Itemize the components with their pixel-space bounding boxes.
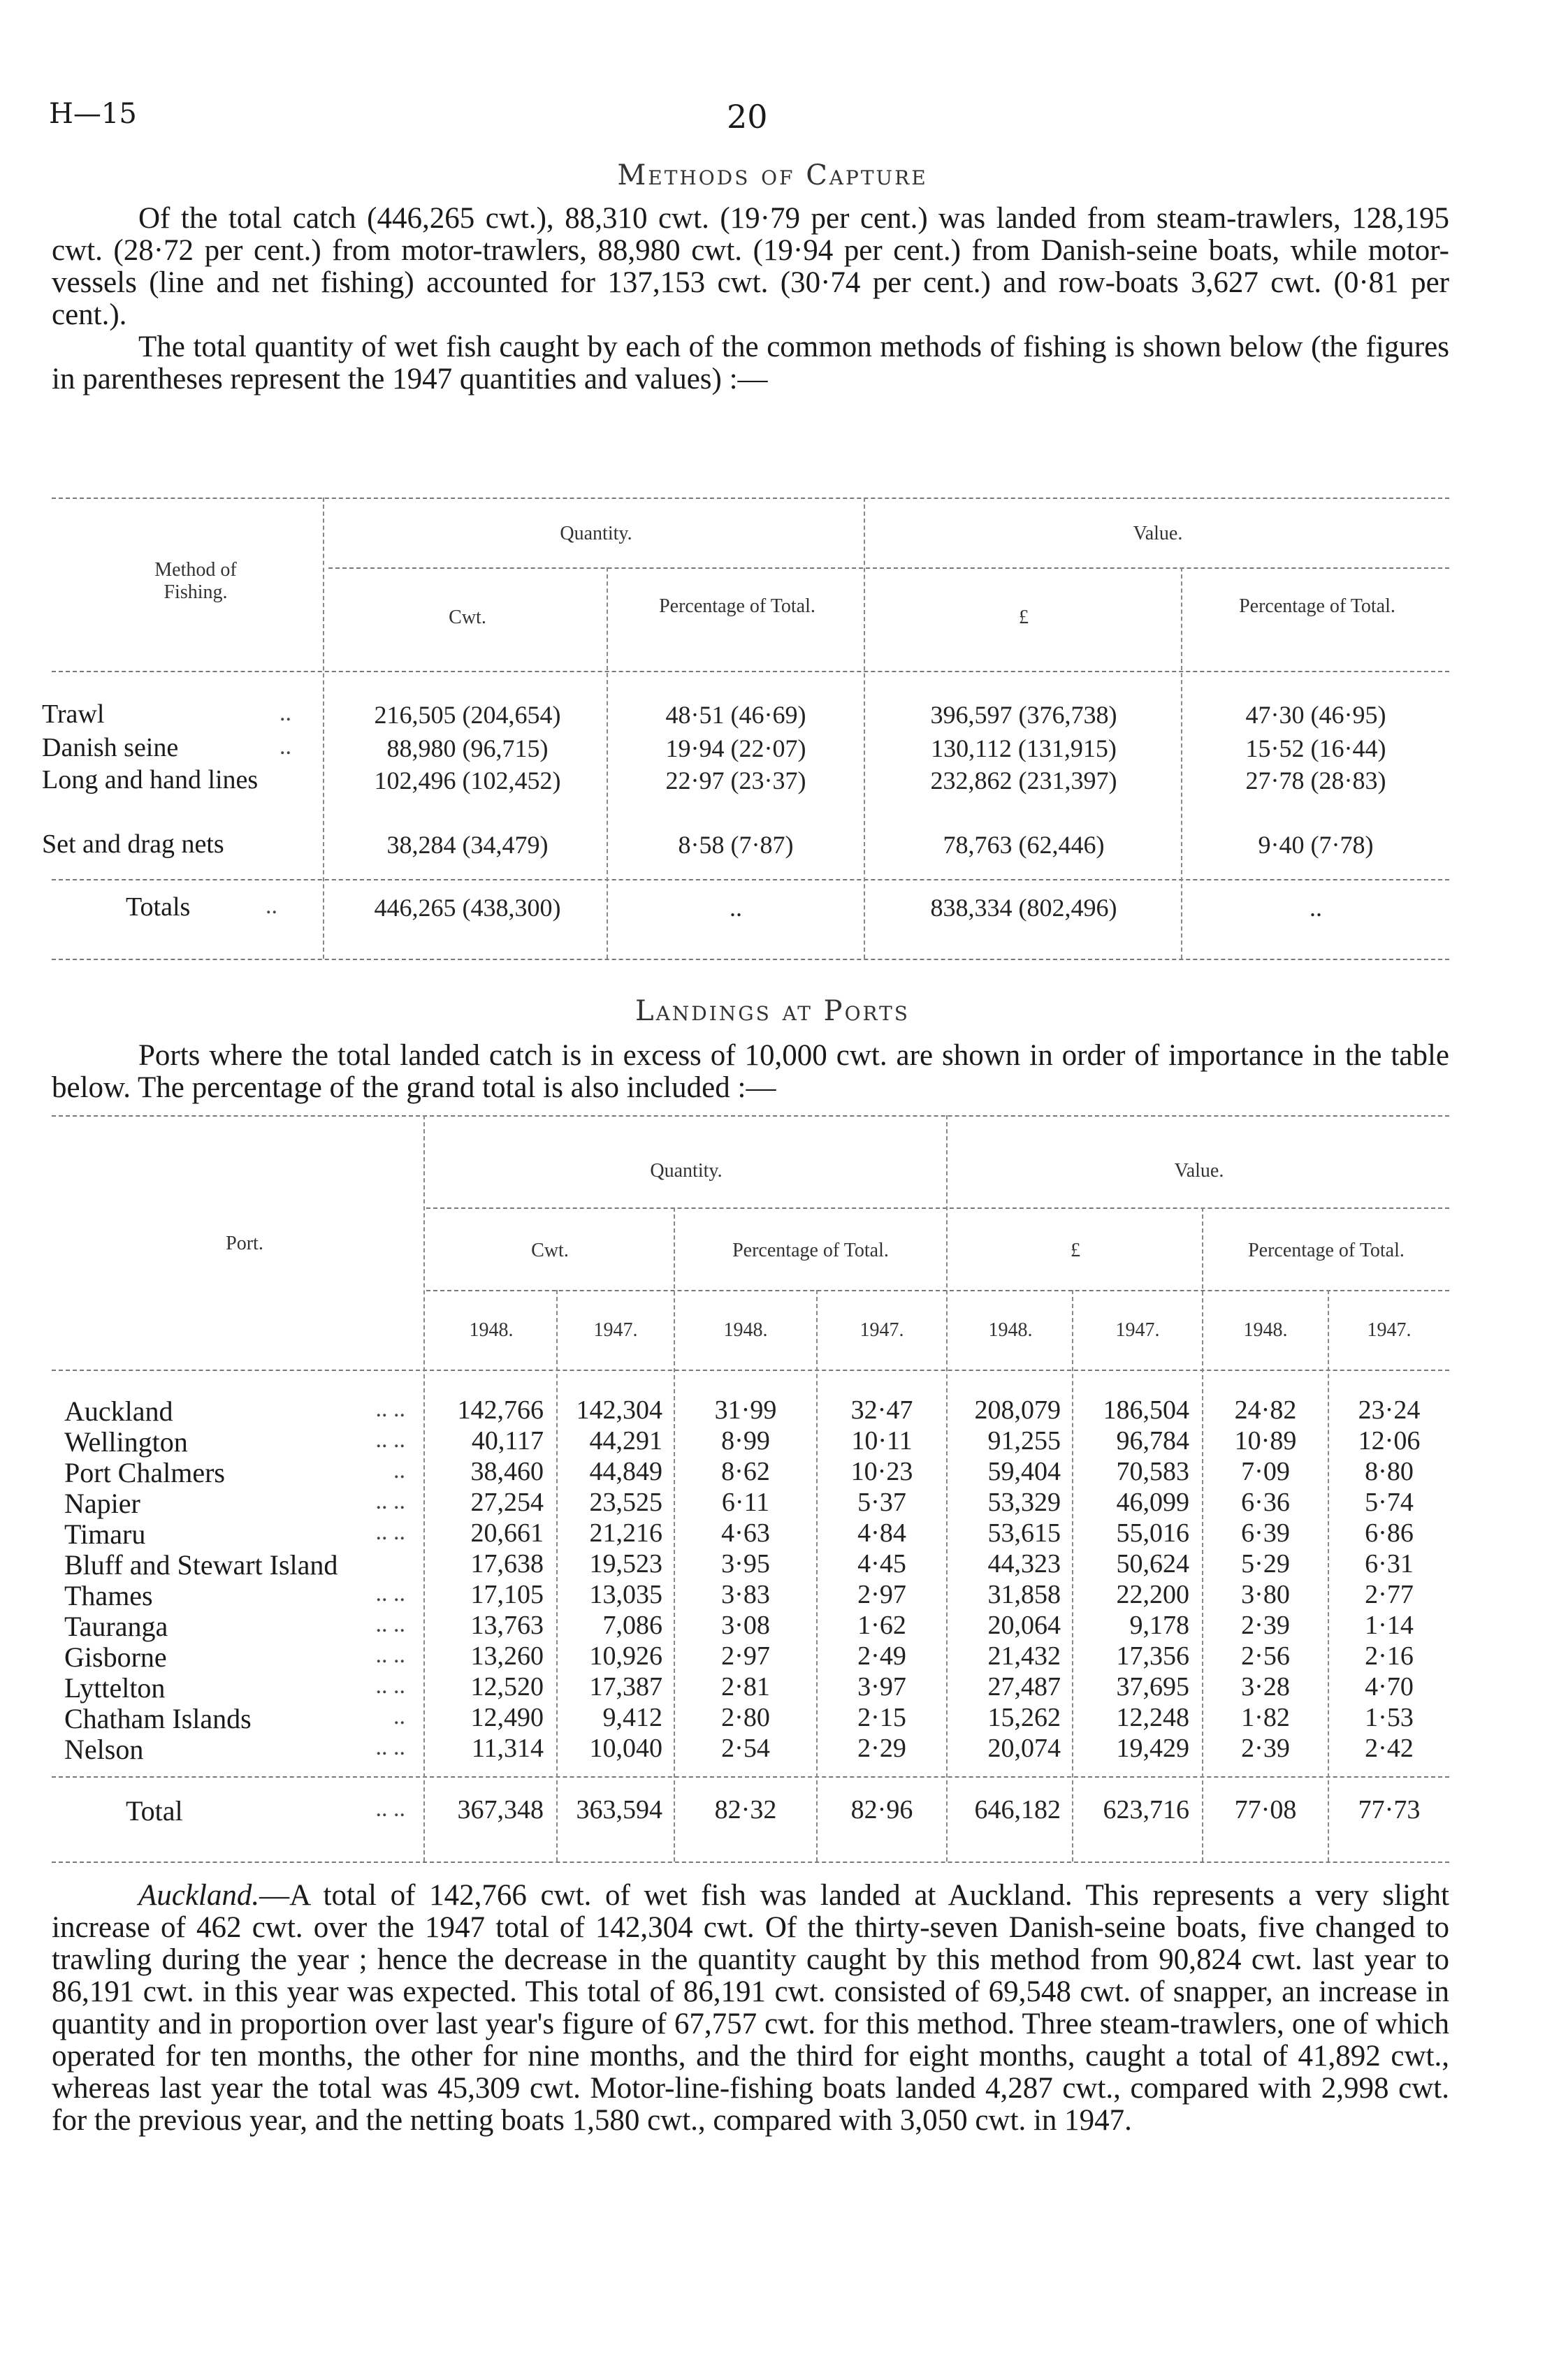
row-vpct-1948: 2·56: [1241, 1641, 1290, 1671]
auckland-body: —A total of 142,766 cwt. of wet fish was landed at Auckland. This represents a very slight increase of 462 cwt. over the 1947 total of 142,304 cwt. Of the thirty-seven Danish-seine boats, five changed to trawling during the year ; hence the decrease in the quantity caught by this method from 90,824 cwt. last year to 86,191 cwt. in this year was expected. This total of 86,191 cwt. consisted of 69,548 cwt. of snapper, an increase in quantity and in proportion over last year's figure of 67,757 cwt. for this method. Three steam-trawlers, one of which operated for ten months, the other for nine months, and the third for eight months, caught a total of 41,892 cwt., whereas last year the total was 45,309 cwt. Motor-line-fishing boats landed 4,287 cwt., compared with 2,998 cwt. for the previous year, and the netting boats 1,580 cwt., compared with 3,050 cwt. in 1947.: [52, 1879, 1449, 2137]
row-value-1947: 50,624: [1116, 1549, 1189, 1579]
row-port: Chatham Islands: [64, 1703, 252, 1734]
row-value-1948: 20,074: [987, 1734, 1061, 1763]
row-cwt-1947: 19,523: [589, 1549, 662, 1579]
table1-rule-top: [52, 498, 1449, 499]
row-cwt-1947: 13,035: [589, 1580, 662, 1609]
row-value-1947: 186,504: [1103, 1395, 1189, 1425]
row-value-1948: 208,079: [974, 1395, 1061, 1425]
row-cwt-1947: 10,040: [589, 1734, 662, 1763]
row-cwt: 88,980 (96,715): [386, 734, 549, 762]
auckland-lead: Auckland.: [138, 1879, 260, 1912]
row-vpct-1947: 23·24: [1358, 1395, 1421, 1425]
table2-header-quantity: Quantity.: [650, 1160, 723, 1182]
row-value-1947: 19,429: [1116, 1734, 1189, 1763]
row-vpct-1948: 6·39: [1241, 1518, 1290, 1548]
row-vpct-1948: 3·80: [1241, 1580, 1290, 1609]
row-method: Danish seine: [42, 733, 179, 762]
row-value: 396,597 (376,738): [930, 701, 1117, 729]
row-value-pct: 15·52 (16·44): [1245, 734, 1386, 762]
row-vpct-1947: 12·06: [1358, 1426, 1421, 1456]
row-port: Total: [126, 1795, 183, 1827]
year-header: 1948.: [1243, 1319, 1288, 1341]
row-pct-1948: 8·99: [721, 1426, 770, 1456]
row-value-1947: 22,200: [1116, 1580, 1189, 1609]
table2-rule-sub2: [426, 1290, 1449, 1291]
row-pct-1948: 2·80: [721, 1703, 770, 1732]
section-title-landings: Landings at Ports: [635, 995, 910, 1027]
table2-col-divider: [946, 1115, 948, 1862]
row-value-1947: 46,099: [1116, 1488, 1189, 1517]
row-value-1948: 59,404: [987, 1457, 1061, 1486]
row-port: Tauranga: [64, 1611, 168, 1642]
row-cwt-1948: 13,260: [470, 1641, 544, 1671]
row-pct: 48·51 (46·69): [665, 701, 806, 729]
table1-header-quantity: Quantity.: [560, 523, 632, 544]
row-vpct-1948: 3·28: [1241, 1672, 1290, 1701]
row-port: Napier: [64, 1488, 140, 1519]
row-port: Port Chalmers: [64, 1457, 225, 1488]
row-value-1948: 20,064: [987, 1611, 1061, 1640]
row-pct-1947: 10·11: [851, 1426, 913, 1456]
table2-header-pct-value: Percentage of Total.: [1248, 1240, 1405, 1261]
row-pct-1947: 2·49: [857, 1641, 906, 1671]
row-cwt-1947: 21,216: [589, 1518, 662, 1548]
row-value-1948: 21,432: [987, 1641, 1061, 1671]
row-cwt-1947: 44,291: [589, 1426, 662, 1456]
row-pct-1947: 32·47: [850, 1395, 913, 1425]
row-vpct-1948: 2·39: [1241, 1734, 1290, 1763]
table1-rule-sub: [328, 567, 1449, 569]
row-cwt-1948: 17,638: [470, 1549, 544, 1579]
row-vpct-1948: 77·08: [1234, 1795, 1297, 1824]
methods-paragraph-1: Of the total catch (446,265 cwt.), 88,310 cwt. (19·79 per cent.) was landed from steam-trawlers, 128,195 cwt. (28·72 per cent.) from motor-trawlers, 88,980 cwt. (19·94 per cent.) from Danish-seine boats, while motor-vessels (line and net fishing) accounted for 137,153 cwt. (30·74 per cent.) and row-boats 3,627 cwt. (0·81 per cent.).: [52, 202, 1449, 331]
row-cwt-1947: 10,926: [589, 1641, 662, 1671]
row-cwt-1947: 9,412: [602, 1703, 662, 1732]
methods-text: [52, 203, 1449, 396]
document-reference: H—15: [49, 98, 137, 130]
row-pct-1947: 5·37: [857, 1488, 906, 1517]
row-value-1947: 96,784: [1116, 1426, 1189, 1456]
row-pct: 19·94 (22·07): [665, 734, 806, 762]
leader-dots: ..: [280, 700, 291, 726]
leader-dots: .. ..: [375, 1519, 405, 1545]
table2-rule-top: [52, 1115, 1449, 1117]
leader-dots: ..: [266, 893, 277, 919]
table2-header-port: Port.: [226, 1233, 263, 1254]
section-title-methods: Methods of Capture: [617, 159, 928, 191]
row-cwt-1948: 27,254: [470, 1488, 544, 1517]
row-pct-1947: 10·23: [850, 1457, 913, 1486]
row-method: Trawl: [42, 699, 105, 729]
table2-header-value: Value.: [1174, 1160, 1224, 1182]
row-cwt-1947: 17,387: [589, 1672, 662, 1701]
row-cwt-1948: 367,348: [457, 1795, 544, 1824]
table1-col-divider: [864, 498, 865, 959]
leader-dots: .. ..: [375, 1427, 405, 1453]
row-pct-1948: 3·95: [721, 1549, 770, 1579]
auckland-paragraph: [52, 1880, 1449, 2137]
row-cwt-1948: 20,661: [470, 1518, 544, 1548]
row-pct: 22·97 (23·37): [665, 767, 806, 794]
row-vpct-1948: 6·36: [1241, 1488, 1290, 1517]
row-value-1947: 12,248: [1116, 1703, 1189, 1732]
leader-dots: ..: [280, 734, 291, 760]
table1-header-pct: Percentage of Total.: [659, 595, 815, 617]
year-header: 1947.: [1367, 1319, 1412, 1341]
row-value: 78,763 (62,446): [943, 831, 1105, 859]
row-port: Bluff and Stewart Island: [64, 1549, 338, 1581]
row-value-1948: 44,323: [987, 1549, 1061, 1579]
row-cwt-1948: 17,105: [470, 1580, 544, 1609]
table2-rule-total: [52, 1776, 1449, 1778]
row-pct-1948: 6·11: [721, 1488, 770, 1517]
row-vpct-1947: 8·80: [1365, 1457, 1414, 1486]
leader-dots: .. ..: [375, 1642, 405, 1668]
row-cwt-1947: 142,304: [576, 1395, 662, 1425]
row-value-1948: 53,329: [987, 1488, 1061, 1517]
row-value-pct: 47·30 (46·95): [1245, 701, 1386, 729]
row-port: Gisborne: [64, 1641, 167, 1673]
row-pct-1947: 2·15: [857, 1703, 906, 1732]
row-vpct-1947: 1·53: [1365, 1703, 1414, 1732]
row-pct: 8·58 (7·87): [678, 831, 794, 859]
table1-rule-total: [52, 879, 1449, 880]
row-value-pct: 9·40 (7·78): [1258, 831, 1374, 859]
row-cwt: 102,496 (102,452): [374, 767, 561, 794]
row-vpct-1947: 2·16: [1365, 1641, 1414, 1671]
table2-header-pct: Percentage of Total.: [732, 1240, 889, 1261]
row-vpct-1948: 24·82: [1234, 1395, 1297, 1425]
year-header: 1948.: [469, 1319, 514, 1341]
row-cwt: 446,265 (438,300): [374, 894, 561, 922]
row-vpct-1947: 6·86: [1365, 1518, 1414, 1548]
landings-text: [52, 1040, 1449, 1104]
row-pct-1947: 82·96: [850, 1795, 913, 1824]
row-pct-1947: 2·29: [857, 1734, 906, 1763]
row-value-1948: 646,182: [974, 1795, 1061, 1824]
row-pct-1948: 2·81: [721, 1672, 770, 1701]
row-method: Long and hand lines: [42, 765, 259, 794]
row-value-1947: 37,695: [1116, 1672, 1189, 1701]
leader-dots: ..: [393, 1704, 405, 1729]
row-pct-1947: 1·62: [857, 1611, 906, 1640]
table2-rule-sub1: [426, 1207, 1449, 1209]
row-pct-1947: 4·84: [857, 1518, 906, 1548]
row-method: Set and drag nets: [42, 829, 224, 859]
table1-header-value: Value.: [1133, 523, 1183, 544]
methods-paragraph-2: The total quantity of wet fish caught by each of the common methods of fishing is shown below (the figures in parentheses represent the 1947 quantities and values) :—: [52, 331, 1449, 396]
row-value-1947: 17,356: [1116, 1641, 1189, 1671]
row-value-pct: ..: [1310, 894, 1322, 922]
row-cwt-1948: 40,117: [471, 1426, 544, 1456]
row-cwt-1947: 44,849: [589, 1457, 662, 1486]
row-cwt-1947: 7,086: [602, 1611, 662, 1640]
row-port: Thames: [64, 1580, 153, 1611]
row-value-1947: 70,583: [1116, 1457, 1189, 1486]
leader-dots: .. ..: [375, 1673, 405, 1699]
row-value: 232,862 (231,397): [930, 767, 1117, 794]
year-header: 1948.: [988, 1319, 1033, 1341]
page-number: 20: [727, 98, 768, 136]
row-vpct-1948: 5·29: [1241, 1549, 1290, 1579]
row-value-1947: 55,016: [1116, 1518, 1189, 1548]
row-cwt-1948: 142,766: [457, 1395, 544, 1425]
row-pct-1947: 2·97: [857, 1580, 906, 1609]
row-port: Timaru: [64, 1518, 146, 1550]
leader-dots: .. ..: [375, 1488, 405, 1514]
row-pct-1948: 2·54: [721, 1734, 770, 1763]
row-vpct-1948: 2·39: [1241, 1611, 1290, 1640]
row-vpct-1947: 1·14: [1365, 1611, 1414, 1640]
row-pct-1947: 4·45: [857, 1549, 906, 1579]
row-vpct-1947: 77·73: [1358, 1795, 1421, 1824]
year-header: 1947.: [859, 1319, 904, 1341]
row-port: Wellington: [64, 1426, 188, 1458]
table2-header-pound: £: [1071, 1240, 1080, 1261]
table1-header-pound: £: [1019, 607, 1029, 628]
row-vpct-1947: 2·77: [1365, 1580, 1414, 1609]
table2-rule-header: [52, 1370, 1449, 1371]
row-pct: ..: [730, 894, 742, 922]
row-method: Totals: [126, 892, 191, 922]
row-vpct-1948: 1·82: [1241, 1703, 1290, 1732]
row-vpct-1948: 10·89: [1234, 1426, 1297, 1456]
row-cwt-1948: 11,314: [471, 1734, 544, 1763]
row-value-1948: 31,858: [987, 1580, 1061, 1609]
row-value-1948: 91,255: [987, 1426, 1061, 1456]
row-vpct-1947: 6·31: [1365, 1549, 1414, 1579]
landings-paragraph: Ports where the total landed catch is in excess of 10,000 cwt. are shown in order of importance in the table below. The percentage of the grand total is also included :—: [52, 1039, 1449, 1104]
row-pct-1948: 31·99: [714, 1395, 777, 1425]
leader-dots: .. ..: [375, 1581, 405, 1606]
row-pct-1948: 3·08: [721, 1611, 770, 1640]
row-vpct-1947: 2·42: [1365, 1734, 1414, 1763]
row-value-1947: 623,716: [1103, 1795, 1189, 1824]
row-pct-1948: 2·97: [721, 1641, 770, 1671]
leader-dots: ..: [393, 1458, 405, 1483]
leader-dots: .. ..: [375, 1396, 405, 1422]
table1-header-pct-value: Percentage of Total.: [1239, 595, 1395, 617]
row-value-pct: 27·78 (28·83): [1245, 767, 1386, 794]
table1-col-divider: [323, 498, 324, 959]
row-cwt: 216,505 (204,654): [374, 701, 561, 729]
year-header: 1947.: [1115, 1319, 1160, 1341]
leader-dots: .. ..: [375, 1734, 405, 1760]
row-vpct-1947: 4·70: [1365, 1672, 1414, 1701]
row-value-1947: 9,178: [1129, 1611, 1189, 1640]
table1-rule-header: [52, 671, 1449, 672]
row-cwt-1948: 12,520: [470, 1672, 544, 1701]
table1-header-method: Method of Fishing.: [154, 559, 237, 603]
year-header: 1948.: [723, 1319, 768, 1341]
table2-rule-bottom: [52, 1862, 1449, 1863]
row-port: Lyttelton: [64, 1672, 166, 1704]
table2-header-cwt: Cwt.: [531, 1240, 569, 1261]
row-cwt-1948: 13,763: [470, 1611, 544, 1640]
row-cwt-1947: 363,594: [576, 1795, 662, 1824]
row-port: Nelson: [64, 1734, 144, 1765]
table1-header-cwt: Cwt.: [449, 607, 486, 628]
row-pct-1947: 3·97: [857, 1672, 906, 1701]
auckland-text: [52, 1880, 1449, 2137]
table1-rule-bottom: [52, 959, 1449, 960]
leader-dots: .. ..: [375, 1796, 405, 1822]
row-value-1948: 53,615: [987, 1518, 1061, 1548]
row-pct-1948: 8·62: [721, 1457, 770, 1486]
year-header: 1947.: [593, 1319, 638, 1341]
leader-dots: .. ..: [375, 1611, 405, 1637]
row-cwt: 38,284 (34,479): [386, 831, 549, 859]
row-pct-1948: 4·63: [721, 1518, 770, 1548]
row-cwt-1948: 38,460: [470, 1457, 544, 1486]
row-cwt-1947: 23,525: [589, 1488, 662, 1517]
row-value-1948: 27,487: [987, 1672, 1061, 1701]
table2-col-divider: [423, 1115, 425, 1862]
row-port: Auckland: [64, 1395, 173, 1427]
row-value: 130,112 (131,915): [931, 734, 1117, 762]
row-value-1948: 15,262: [987, 1703, 1061, 1732]
row-pct-1948: 3·83: [721, 1580, 770, 1609]
row-vpct-1947: 5·74: [1365, 1488, 1414, 1517]
row-vpct-1948: 7·09: [1241, 1457, 1290, 1486]
row-pct-1948: 82·32: [714, 1795, 777, 1824]
row-value: 838,334 (802,496): [930, 894, 1117, 922]
row-cwt-1948: 12,490: [470, 1703, 544, 1732]
